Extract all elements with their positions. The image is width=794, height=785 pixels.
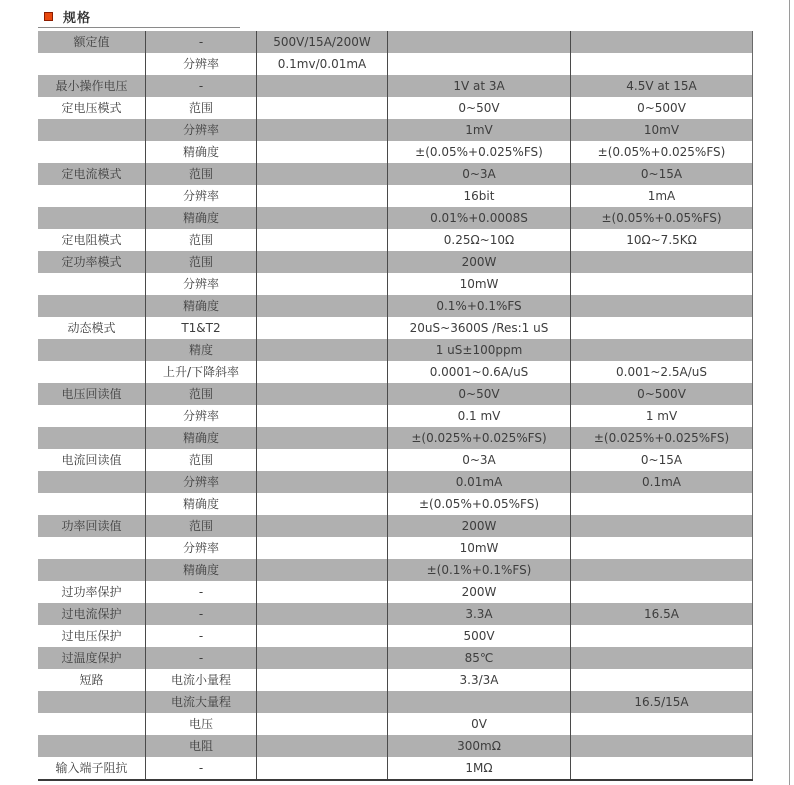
value-cell-3: 16.5/15A	[570, 691, 753, 713]
spec-table	[38, 31, 753, 779]
table-row	[38, 537, 753, 559]
table-row	[38, 317, 753, 339]
value-cell-1	[256, 317, 387, 339]
value-cell-1	[256, 383, 387, 405]
value-cell-3	[570, 317, 753, 339]
param-cell	[38, 713, 145, 735]
value-cell-3: 1 mV	[570, 405, 753, 427]
subparam-cell: -	[145, 603, 256, 625]
table-row	[38, 295, 753, 317]
param-cell: 定电流模式	[61, 167, 122, 181]
table-row	[38, 53, 753, 75]
param-cell	[38, 185, 145, 207]
value-cell-3	[570, 273, 753, 295]
table-row	[38, 735, 753, 757]
value-cell-1	[256, 295, 387, 317]
value-cell-1	[256, 625, 387, 647]
subparam-cell: 范围	[145, 383, 256, 405]
table-row	[38, 625, 753, 647]
param-cell	[38, 537, 145, 559]
param-cell: 输入端子阻抗	[55, 761, 128, 775]
param-cell: 过电流保护	[61, 607, 122, 621]
value-cell-3: 10mV	[570, 119, 753, 141]
value-cell-2: 300mΩ	[387, 735, 570, 757]
value-cell-2: 0.0001~0.6A/uS	[387, 361, 570, 383]
value-cell-3	[570, 581, 753, 603]
title-underline	[38, 27, 240, 28]
table-row	[38, 713, 753, 735]
section-header	[44, 7, 91, 25]
value-cell-1	[256, 647, 387, 669]
subparam-cell: 范围	[145, 251, 256, 273]
subparam-cell: 分辨率	[145, 119, 256, 141]
value-cell-1	[256, 757, 387, 779]
param-cell	[38, 273, 145, 295]
subparam-cell: -	[145, 625, 256, 647]
subparam-cell: 电流大量程	[145, 691, 256, 713]
subparam-cell: 电流小量程	[145, 669, 256, 691]
table-row	[38, 273, 753, 295]
value-cell-3	[570, 647, 753, 669]
value-cell-2: 200W	[387, 251, 570, 273]
value-cell-3: 0~15A	[570, 163, 753, 185]
subparam-cell: 分辨率	[145, 537, 256, 559]
param-cell	[38, 53, 145, 75]
value-cell-2: 10mW	[387, 537, 570, 559]
table-row	[38, 339, 753, 361]
value-cell-2: 0~50V	[387, 383, 570, 405]
value-cell-1	[256, 581, 387, 603]
subparam-cell: -	[145, 75, 256, 97]
value-cell-1	[256, 559, 387, 581]
subparam-cell: 分辨率	[145, 273, 256, 295]
value-cell-1	[256, 537, 387, 559]
subparam-cell: 分辨率	[145, 185, 256, 207]
subparam-cell: 精确度	[145, 295, 256, 317]
table-row	[38, 449, 753, 471]
value-cell-2: 16bit	[387, 185, 570, 207]
value-cell-2: 1mV	[387, 119, 570, 141]
value-cell-3: 0~15A	[570, 449, 753, 471]
table-row	[38, 97, 753, 119]
table-row	[38, 405, 753, 427]
param-cell: 最小操作电压	[55, 79, 128, 93]
param-cell	[38, 119, 145, 141]
subparam-cell: -	[145, 581, 256, 603]
table-row	[38, 141, 753, 163]
value-cell-2: 500V	[387, 625, 570, 647]
subparam-cell: 范围	[145, 515, 256, 537]
value-cell-2: 1 uS±100ppm	[387, 339, 570, 361]
param-cell: 动态模式	[67, 321, 116, 335]
value-cell-1	[256, 207, 387, 229]
value-cell-1	[256, 405, 387, 427]
value-cell-1	[256, 735, 387, 757]
value-cell-1	[256, 493, 387, 515]
value-cell-3	[570, 53, 753, 75]
table-row	[38, 163, 753, 185]
frame-right-border	[789, 0, 790, 785]
table-row	[38, 31, 753, 53]
value-cell-3	[570, 559, 753, 581]
value-cell-2: 3.3/3A	[387, 669, 570, 691]
param-cell	[38, 405, 145, 427]
param-cell	[38, 339, 145, 361]
value-cell-2: 20uS~3600S /Res:1 uS	[387, 317, 570, 339]
table-row	[38, 251, 753, 273]
table-row	[38, 647, 753, 669]
param-cell: 电流回读值	[61, 453, 122, 467]
subparam-cell: -	[145, 647, 256, 669]
value-cell-1	[256, 361, 387, 383]
value-cell-2: ±(0.025%+0.025%FS)	[387, 427, 570, 449]
value-cell-1	[256, 97, 387, 119]
table-row	[38, 383, 753, 405]
table-row	[38, 515, 753, 537]
subparam-cell: 精确度	[145, 493, 256, 515]
param-cell	[38, 361, 145, 383]
table-row	[38, 757, 753, 779]
value-cell-1: 0.1mv/0.01mA	[256, 53, 387, 75]
value-cell-3	[570, 31, 753, 53]
param-cell: 过温度保护	[61, 651, 122, 665]
value-cell-3	[570, 735, 753, 757]
subparam-cell: 分辨率	[145, 53, 256, 75]
value-cell-1	[256, 229, 387, 251]
value-cell-3	[570, 625, 753, 647]
subparam-cell: T1&T2	[145, 317, 256, 339]
param-cell: 定电压模式	[61, 101, 122, 115]
param-cell	[38, 427, 145, 449]
subparam-cell: 范围	[145, 163, 256, 185]
value-cell-2: 1V at 3A	[387, 75, 570, 97]
param-cell: 定功率模式	[61, 255, 122, 269]
subparam-cell: 分辨率	[145, 405, 256, 427]
value-cell-2: 0~3A	[387, 449, 570, 471]
value-cell-3: 0~500V	[570, 383, 753, 405]
subparam-cell: 精确度	[145, 207, 256, 229]
value-cell-3: ±(0.025%+0.025%FS)	[570, 427, 753, 449]
value-cell-3: 0.001~2.5A/uS	[570, 361, 753, 383]
subparam-cell: 电压	[145, 713, 256, 735]
table-row	[38, 361, 753, 383]
value-cell-3: ±(0.05%+0.05%FS)	[570, 207, 753, 229]
subparam-cell: 范围	[145, 449, 256, 471]
value-cell-3: 0~500V	[570, 97, 753, 119]
param-cell: 短路	[79, 673, 104, 687]
table-row	[38, 471, 753, 493]
value-cell-3	[570, 537, 753, 559]
table-bottom-border	[38, 779, 753, 781]
value-cell-2	[387, 53, 570, 75]
value-cell-2: 0.25Ω~10Ω	[387, 229, 570, 251]
value-cell-3	[570, 493, 753, 515]
value-cell-2: 1MΩ	[387, 757, 570, 779]
value-cell-1	[256, 75, 387, 97]
table-row	[38, 603, 753, 625]
value-cell-2: 200W	[387, 581, 570, 603]
table-row	[38, 581, 753, 603]
table-row	[38, 493, 753, 515]
value-cell-2: 10mW	[387, 273, 570, 295]
param-cell	[38, 141, 145, 163]
param-cell: 电压回读值	[61, 387, 122, 401]
value-cell-1	[256, 713, 387, 735]
table-row	[38, 185, 753, 207]
value-cell-1	[256, 141, 387, 163]
table-row	[38, 559, 753, 581]
param-cell	[38, 493, 145, 515]
value-cell-3	[570, 251, 753, 273]
value-cell-1: 500V/15A/200W	[256, 31, 387, 53]
value-cell-3	[570, 295, 753, 317]
param-cell: 额定值	[73, 35, 110, 49]
param-cell: 功率回读值	[61, 519, 122, 533]
table-row	[38, 669, 753, 691]
value-cell-3	[570, 515, 753, 537]
section-title: 规格	[63, 10, 92, 26]
value-cell-3	[570, 339, 753, 361]
value-cell-2: 85℃	[387, 647, 570, 669]
param-cell: 过电压保护	[61, 629, 122, 643]
value-cell-1	[256, 515, 387, 537]
value-cell-1	[256, 119, 387, 141]
value-cell-3	[570, 669, 753, 691]
table-row	[38, 119, 753, 141]
value-cell-1	[256, 449, 387, 471]
value-cell-1	[256, 251, 387, 273]
subparam-cell: 范围	[145, 229, 256, 251]
value-cell-1	[256, 471, 387, 493]
value-cell-1	[256, 669, 387, 691]
subparam-cell: 精确度	[145, 559, 256, 581]
subparam-cell: 分辨率	[145, 471, 256, 493]
value-cell-2: 0~3A	[387, 163, 570, 185]
value-cell-2: 0.01%+0.0008S	[387, 207, 570, 229]
subparam-cell: 精度	[145, 339, 256, 361]
param-cell	[38, 559, 145, 581]
param-cell: 定电阻模式	[61, 233, 122, 247]
value-cell-2	[387, 31, 570, 53]
table-row	[38, 427, 753, 449]
value-cell-2: ±(0.1%+0.1%FS)	[387, 559, 570, 581]
value-cell-3: 10Ω~7.5KΩ	[570, 229, 753, 251]
table-row	[38, 207, 753, 229]
subparam-cell: 精确度	[145, 141, 256, 163]
value-cell-2	[387, 691, 570, 713]
value-cell-2: 0V	[387, 713, 570, 735]
param-cell	[38, 471, 145, 493]
value-cell-2: 0.01mA	[387, 471, 570, 493]
param-cell	[38, 735, 145, 757]
value-cell-2: ±(0.05%+0.05%FS)	[387, 493, 570, 515]
value-cell-3	[570, 757, 753, 779]
param-cell	[38, 207, 145, 229]
value-cell-1	[256, 273, 387, 295]
value-cell-2: 0.1 mV	[387, 405, 570, 427]
param-cell: 过功率保护	[61, 585, 122, 599]
subparam-cell: -	[145, 31, 256, 53]
table-row	[38, 691, 753, 713]
table-row	[38, 75, 753, 97]
subparam-cell: -	[145, 757, 256, 779]
subparam-cell: 上升/下降斜率	[145, 361, 256, 383]
value-cell-2: ±(0.05%+0.025%FS)	[387, 141, 570, 163]
value-cell-2: 3.3A	[387, 603, 570, 625]
subparam-cell: 精确度	[145, 427, 256, 449]
param-cell	[38, 295, 145, 317]
value-cell-3: 1mA	[570, 185, 753, 207]
value-cell-1	[256, 163, 387, 185]
subparam-cell: 范围	[145, 97, 256, 119]
value-cell-1	[256, 427, 387, 449]
value-cell-2: 0.1%+0.1%FS	[387, 295, 570, 317]
value-cell-1	[256, 691, 387, 713]
value-cell-3: 0.1mA	[570, 471, 753, 493]
value-cell-3	[570, 713, 753, 735]
square-bullet-icon	[44, 12, 53, 21]
value-cell-3: 4.5V at 15A	[570, 75, 753, 97]
value-cell-2: 200W	[387, 515, 570, 537]
subparam-cell: 电阻	[145, 735, 256, 757]
value-cell-1	[256, 339, 387, 361]
param-cell	[38, 691, 145, 713]
value-cell-1	[256, 185, 387, 207]
value-cell-1	[256, 603, 387, 625]
value-cell-2: 0~50V	[387, 97, 570, 119]
value-cell-3: ±(0.05%+0.025%FS)	[570, 141, 753, 163]
table-row	[38, 229, 753, 251]
value-cell-3: 16.5A	[570, 603, 753, 625]
